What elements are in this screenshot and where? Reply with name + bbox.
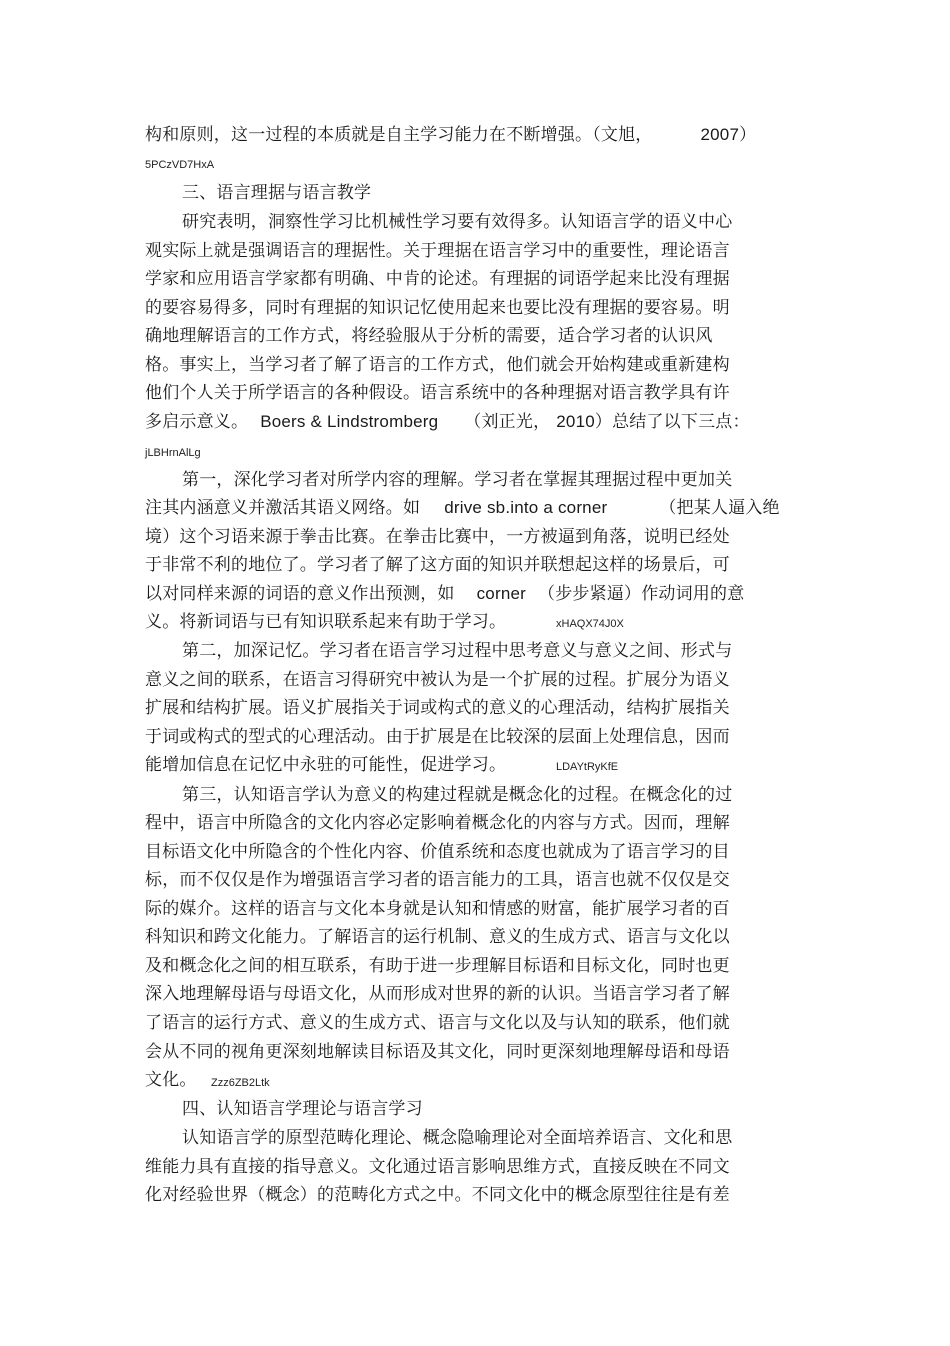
text-line: 科知识和跨文化能力。了解语言的运行机制、意义的生成方式、语言与文化以 xyxy=(145,927,730,947)
text-line: 观实际上就是强调语言的理据性。关于理据在语言学习中的重要性，理论语言 xyxy=(145,241,730,261)
text-line: 及和概念化之间的相互联系，有助于进一步理解目标语和目标文化，同时也更 xyxy=(145,956,730,976)
text-line: 研究表明，洞察性学习比机械性学习要有效得多。认知语言学的语义中心 xyxy=(182,212,733,232)
text-line: 他们个人关于所学语言的各种假设。语言系统中的各种理据对语言教学具有许 xyxy=(145,383,730,403)
text-line: 第三，认知语言学认为意义的构建过程就是概念化的过程。在概念化的过 xyxy=(182,785,733,805)
text-line: 目标语文化中所隐含的个性化内容、价值系统和态度也就成为了语言学习的目 xyxy=(145,842,730,862)
text-line: 第一，深化学习者对所学内容的理解。学习者在掌握其理据过程中更加关 xyxy=(182,470,733,490)
text-line: 标，而不仅仅是作为增强语言学习者的语言能力的工具，语言也就不仅仅是交 xyxy=(145,870,730,890)
text-line: 会从不同的视角更深刻地解读目标语及其文化，同时更深刻地理解母语和母语 xyxy=(145,1042,730,1062)
text-line: 格。事实上，当学习者了解了语言的工作方式，他们就会开始构建或重新建构 xyxy=(145,355,730,375)
text-line: 认知语言学的原型范畴化理论、概念隐喻理论对全面培养语言、文化和思 xyxy=(182,1128,733,1148)
doc-code: Zzz6ZB2Ltk xyxy=(211,1077,270,1089)
text-span: 注其内涵意义并激活其语义网络。如 xyxy=(145,498,421,518)
english-span: corner xyxy=(476,584,526,603)
text-line: 了语言的运行方式、意义的生成方式、语言与文化以及与认知的联系，他们就 xyxy=(145,1013,730,1033)
text-span: （步步紧逼）作动词用的意 xyxy=(538,584,745,604)
section-heading: 三、语言理据与语言教学 xyxy=(182,183,372,203)
text-line: 文化。 xyxy=(145,1070,197,1090)
text-line xyxy=(145,497,780,519)
text-span: （刘正光， xyxy=(464,412,551,432)
text-line: 境）这个习语来源于拳击比赛。在拳击比赛中，一方被逼到角落，说明已经处 xyxy=(145,527,730,547)
text-line xyxy=(145,583,744,605)
doc-code: LDAYtRyKfE xyxy=(556,761,619,773)
doc-code: 5PCzVD7HxA xyxy=(145,159,215,171)
text-line: 确地理解语言的工作方式，将经验服从于分析的需要，适合学习者的认识风 xyxy=(145,326,713,346)
text-line: 的要容易得多，同时有理据的知识记忆使用起来也要比没有理据的要容易。明 xyxy=(145,298,730,318)
text-line: 维能力具有直接的指导意义。文化通过语言影响思维方式，直接反映在不同文 xyxy=(145,1157,730,1177)
year-span: 2007） xyxy=(700,125,757,144)
text-line: 化对经验世界（概念）的范畴化方式之中。不同文化中的概念原型往往是有差 xyxy=(145,1185,730,1205)
text-line: 能增加信息在记忆中永驻的可能性，促进学习。 xyxy=(145,755,507,775)
text-line: 扩展和结构扩展。语义扩展指关于词或构式的意义的心理活动，结构扩展指关 xyxy=(145,698,730,718)
text-line: 深入地理解母语与母语文化，从而形成对世界的新的认识。当语言学习者了解 xyxy=(145,984,730,1004)
text-span: 2010）总结了以下三点： xyxy=(556,412,750,431)
text-line: 程中，语言中所隐含的文化内容必定影响着概念化的内容与方式。因而，理解 xyxy=(145,813,730,833)
text-span: 以对同样来源的词语的意义作出预测，如 xyxy=(145,584,455,604)
text-line xyxy=(145,124,756,146)
text-line: 于非常不利的地位了。学习者了解了这方面的知识并联想起这样的场景后，可 xyxy=(145,555,730,575)
text-line: 于词或构式的型式的心理活动。由于扩展是在比较深的层面上处理信息，因而 xyxy=(145,727,730,747)
text-span: 构和原则，这一过程的本质就是自主学习能力在不断增强。（文旭， xyxy=(145,125,653,145)
text-line: 学家和应用语言学家都有明确、中肯的论述。有理据的词语学起来比没有理据 xyxy=(145,269,730,289)
text-line: 第二，加深记忆。学习者在语言学习过程中思考意义与意义之间、形式与 xyxy=(182,641,733,661)
doc-code: jLBHrnAlLg xyxy=(145,447,201,459)
text-line: 际的媒介。这样的语言与文化本身就是认知和情感的财富，能扩展学习者的百 xyxy=(145,899,730,919)
text-line: 意义之间的联系，在语言习得研究中被认为是一个扩展的过程。扩展分为语义 xyxy=(145,670,730,690)
text-line xyxy=(145,411,750,433)
author-span: Boers & Lindstromberg xyxy=(260,412,439,431)
english-span: drive sb.into a corner xyxy=(444,498,608,517)
text-line: 义。将新词语与已有知识联系起来有助于学习。 xyxy=(145,612,507,632)
text-span: （把某人逼入绝 xyxy=(659,498,780,518)
doc-code: xHAQX74J0X xyxy=(556,618,624,630)
section-heading: 四、认知语言学理论与语言学习 xyxy=(182,1099,423,1119)
text-span: 多启示意义。 xyxy=(145,412,249,432)
